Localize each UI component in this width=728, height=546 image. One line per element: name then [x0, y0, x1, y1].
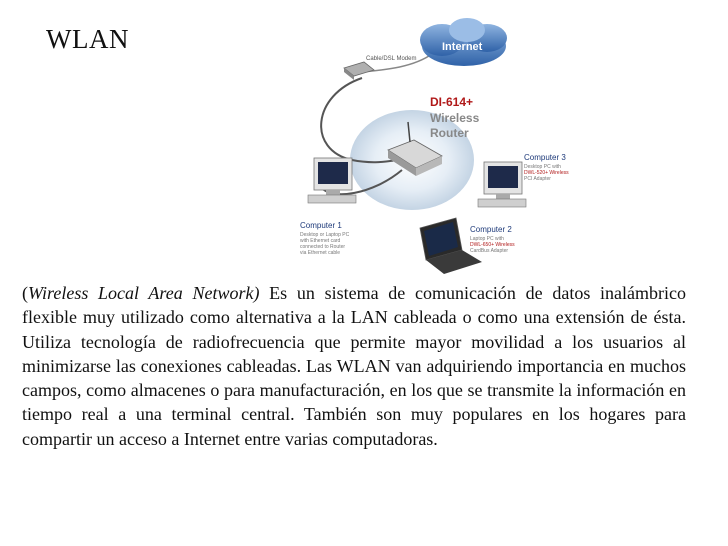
- computer2-desc-2: DWL-650+ Wireless: [470, 242, 515, 248]
- modem-icon: [344, 56, 416, 80]
- computer3-desc-3: PCI Adapter: [524, 176, 551, 182]
- router-label-line1: Wireless: [430, 111, 480, 125]
- computer1-desc-2: with Ethernet card: [300, 238, 341, 244]
- computer3-desc-1: Desktop PC with: [524, 164, 561, 170]
- computer3-desc-2: DWL-520+ Wireless: [524, 170, 569, 176]
- computer1-desktop-icon: [308, 158, 356, 203]
- body-intro-italic: Wireless Local Area Network): [28, 283, 260, 303]
- computer1-label: Computer 1: [300, 221, 342, 230]
- router-label-line2: Router: [430, 126, 469, 140]
- computer1-desc-4: via Ethernet cable: [300, 250, 341, 256]
- computer3-desktop-icon: [478, 162, 526, 207]
- router-model-label: DI-614+: [430, 95, 474, 109]
- computer2-label: Computer 2: [470, 225, 512, 234]
- wlan-network-diagram: [292, 10, 582, 282]
- computer1-desc-1: Desktop or Laptop PC: [300, 232, 350, 238]
- body-paragraph: (Wireless Local Area Network) Es un sistema de comunicación de datos inalámbrico flexible muy utilizado como alternativa a la LAN cableada o como una extensión de ésta. Utiliza tecnología de radiofrecuencia que permite mayor movilidad a los usuarios al minimizarse las conexiones cableadas. Las WLAN van adquiriendo importancia en muchos campos, como almacenes o para manufacturación, en los que se transmite la información en tiempo real a una terminal central. También son muy populares en los hogares para compartir un acceso a Internet entre varias computadoras.: [22, 283, 687, 449]
- body-text: Es un sistema de comunicación de datos inalámbrico flexible muy utilizado como alternativa a la LAN cableada o como una extensión de ésta. Utiliza tecnología de radiofrecuencia que permite mayor movilidad a los usuarios al minimizarse las conexiones cableadas. Las WLAN van adquiriendo importancia en muchos campos, como almacenes o para manufacturación, en los que se transmite la información en tiempo real a una terminal central. También son muy populares en los hogares para compartir un acceso a Internet entre varias computadoras.: [22, 283, 687, 449]
- modem-label: Cable/DSL Modem: [366, 56, 417, 62]
- computer1-desc-3: connected to Router: [300, 244, 346, 250]
- computer2-desc-3: CardBus Adapter: [470, 248, 509, 254]
- slide-title: WLAN: [46, 24, 129, 54]
- computer3-label: Computer 3: [524, 153, 566, 162]
- internet-label: Internet: [442, 41, 483, 53]
- computer2-desc-1: Laptop PC with: [470, 236, 504, 242]
- internet-cloud-icon: [420, 18, 507, 66]
